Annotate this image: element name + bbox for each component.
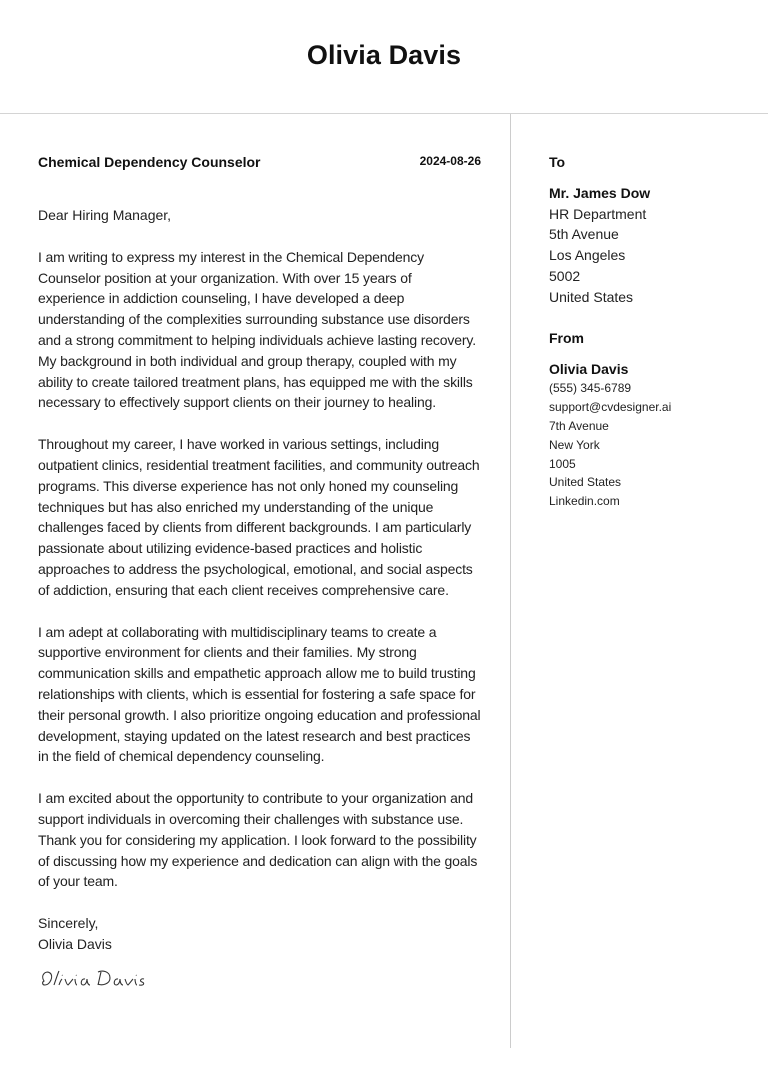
sender-email: support@cvdesigner.ai bbox=[549, 400, 672, 415]
sender-zip: 1005 bbox=[549, 456, 576, 471]
paragraph-2: Throughout my career, I have worked in various settings, including outpatient clinics, residential treatment facilities, and community outreach programs. This diverse experience has not only honed my counseling techniques but has also enriched my understanding of the unique challenges faced by clients from different backgrounds. I am particularly passionate about utilizing evidence-based practices and holistic approaches to address the psychological, emotional, and social aspects of addiction, ensuring that each client receives comprehensive care. bbox=[38, 436, 480, 598]
handwritten-signature bbox=[38, 965, 481, 993]
from-label: From bbox=[549, 330, 584, 347]
recipient-name: Mr. James Dow bbox=[549, 185, 651, 201]
recipient-street: 5th Avenue bbox=[549, 226, 619, 243]
sender-country: United States bbox=[549, 475, 622, 490]
page-header bbox=[0, 0, 768, 114]
to-label: To bbox=[549, 154, 566, 170]
letter-date: 2024-08-26 bbox=[419, 154, 481, 168]
sender-phone: (555) 345-6789 bbox=[549, 381, 632, 396]
sender-website: Linkedin.com bbox=[549, 494, 620, 509]
letter-heading-row bbox=[38, 154, 481, 174]
sender-city: New York bbox=[549, 437, 600, 452]
sender-street: 7th Avenue bbox=[549, 419, 609, 434]
closing-block bbox=[38, 913, 481, 955]
sender-name: Olivia Davis bbox=[549, 361, 629, 378]
letter-body bbox=[38, 154, 481, 993]
recipient-zip: 5002 bbox=[549, 267, 581, 284]
recipient-city: Los Angeles bbox=[549, 247, 626, 264]
address-column bbox=[549, 154, 759, 511]
recipient-country: United States bbox=[549, 288, 634, 305]
job-title: Chemical Dependency Counselor bbox=[38, 154, 261, 170]
paragraph-4: I am excited about the opportunity to contribute to your organization and support individuals in overcoming their challenges with substance use. Thank you for considering my application. I look forward to the possibility of discussing how my experience and dedication can align with the goals of your team. bbox=[38, 790, 478, 890]
paragraph-3: I am adept at collaborating with multidisciplinary teams to create a supportive environment for clients and their families. My strong communication skills and empathetic approach allow me to build trusting relationships with clients, which is essential for fostering a safe space for their personal growth. I also prioritize ongoing education and professional development, staying updated on the latest research and best practices in the field of chemical dependency counseling. bbox=[38, 623, 481, 765]
signer-name: Olivia Davis bbox=[38, 935, 112, 952]
applicant-name-title: Olivia Davis bbox=[306, 40, 462, 70]
recipient-department: HR Department bbox=[549, 205, 647, 222]
closing-line: Sincerely, bbox=[38, 915, 99, 932]
signature-image bbox=[38, 965, 148, 993]
column-divider bbox=[510, 114, 511, 1048]
paragraph-1: I am writing to express my interest in the Chemical Dependency Counselor position at your organization. With over 15 years of experience in addiction counseling, I have developed a deep understanding of the complexities surrounding substance use disorders and a strong commitment to helping individuals achieve lasting recovery. My background in both individual and group therapy, coupled with my ability to create tailored treatment plans, has equipped me with the skills necessary to effectively support clients on their journey to healing. bbox=[38, 248, 476, 411]
salutation: Dear Hiring Manager, bbox=[38, 207, 172, 223]
